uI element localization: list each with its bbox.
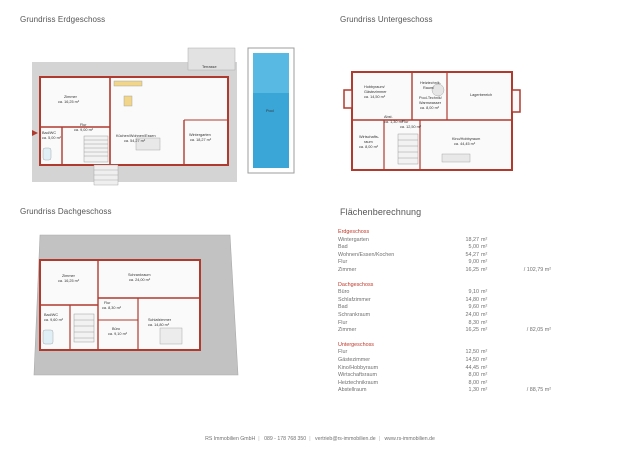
label-zimmer: Zimmer (64, 95, 77, 99)
floorplan-erdgeschoss (32, 40, 312, 190)
footer-company: RS Immobilien GmbH (205, 436, 256, 442)
floorplan-dachgeschoss (30, 230, 245, 380)
label-flur: Flur (104, 301, 111, 305)
area-row: Büro 9,10 m² (338, 289, 488, 296)
label-heiz2: Raum/ (423, 86, 435, 90)
area-row: Kino/Hobbyraum 44,45 m² (338, 364, 488, 371)
area-row: Wintergarten 18,27 m² (338, 236, 488, 243)
area-flur: ca. 9,00 m² (74, 128, 93, 132)
area-row: Bad 5,00 m² (338, 244, 488, 251)
floorplan-untergeschoss (342, 62, 542, 182)
area-row: Zimmer 16,25 m² / 102,79 m² (338, 266, 551, 273)
area-abst: ca. 1,30 m² (384, 120, 403, 124)
area-schlaf: ca. 14,80 m² (148, 323, 170, 327)
area-row: Schlafzimmer 14,80 m² (338, 296, 488, 303)
footer: RS Immobilien GmbH | 089 - 178 768 350 | vertrieb@rs-immobilien.de | www.rs-immobilien.de (205, 436, 435, 442)
label-flur: Flur (80, 123, 87, 127)
label-flur: Flur (402, 120, 409, 124)
area-row: Schrankraum 24,00 m² (338, 311, 488, 318)
label-heiz4: Warmwasser (419, 101, 442, 105)
area-group-title: Erdgeschoss (338, 229, 370, 235)
label-wirt2: raum (364, 140, 373, 144)
area-flur: ca. 8,30 m² (102, 306, 121, 310)
label-kueche: Küchen/Wohnen/Essen (116, 134, 156, 138)
area-row: Abstellraum 1,30 m² / 88,75 m² (338, 387, 551, 394)
area-bad: ca. 9,60 m² (44, 318, 63, 322)
area-row: Gästezimmer 14,50 m² (338, 356, 488, 363)
area-row: Wirtschaftsraum 8,00 m² (338, 372, 488, 379)
area-row: Bad 9,60 m² (338, 304, 488, 311)
area-flur: ca. 12,50 m² (400, 125, 422, 129)
area-zimmer: ca. 16,25 m² (58, 100, 80, 104)
area-heiz: ca. 8,00 m² (420, 106, 439, 110)
area-row: Zimmer 16,25 m² / 82,05 m² (338, 327, 551, 334)
label-heiz3: Pool-Technik/ (419, 96, 442, 100)
area-zimmer: ca. 16,25 m² (58, 279, 80, 283)
area-schrank: ca. 24,00 m² (129, 278, 151, 282)
area-group-dachgeschoss (338, 282, 638, 335)
label-pool: Pool (266, 109, 274, 113)
area-row: Flur 9,00 m² (338, 259, 488, 266)
area-wintergarten: ca. 18,27 m² (190, 138, 212, 142)
title-untergeschoss: Grundriss Untergeschoss (340, 15, 433, 24)
area-kueche: ca. 54,27 m² (124, 139, 146, 143)
label-zimmer: Zimmer (62, 274, 75, 278)
title-dachgeschoss: Grundriss Dachgeschoss (20, 207, 112, 216)
area-row: Heiztechnikraum 8,00 m² (338, 379, 488, 386)
house-outline (40, 77, 228, 165)
label-kino: Kino/Hobbyraum (452, 137, 481, 141)
label-heiz: Heiztechnik- (420, 81, 441, 85)
area-group-title: Dachgeschoss (338, 281, 374, 288)
title-flaechenberechnung: Flächenberechnung (340, 207, 422, 217)
area-row: Flur 8,30 m² (338, 319, 488, 326)
area-group-title: Untergeschoss (338, 341, 374, 348)
footer-website[interactable]: www.rs-immobilien.de (384, 436, 435, 442)
footer-email[interactable]: vertrieb@rs-immobilien.de (315, 436, 376, 442)
area-wirt: ca. 8,00 m² (359, 145, 378, 149)
area-group-untergeschoss (338, 342, 638, 395)
title-erdgeschoss: Grundriss Erdgeschoss (20, 15, 106, 24)
label-terrasse: Terrasse (202, 65, 217, 69)
footer-phone[interactable]: 089 - 178 768 350 (264, 436, 307, 442)
label-bad: Bad/WC (42, 131, 57, 135)
area-row: Wohnen/Essen/Kochen 54,27 m² (338, 251, 488, 258)
label-hobby2: Gästezimmer (364, 90, 387, 94)
area-kino: ca. 44,45 m² (454, 142, 476, 146)
area-bad: ca. 5,00 m² (42, 136, 61, 140)
label-schlaf: Schlafzimmer (148, 318, 171, 322)
label-bad: Bad/WC (44, 313, 59, 317)
area-group-erdgeschoss (338, 229, 638, 275)
label-wintergarten: Wintergarten (189, 133, 211, 137)
label-buero: Büro (112, 327, 121, 331)
area-calculation (338, 229, 638, 402)
label-wirt: Wirtschafts- (359, 135, 380, 139)
area-row: Flur 12,50 m² (338, 349, 488, 356)
area-buero: ca. 9,10 m² (108, 332, 127, 336)
area-hobby: ca. 14,50 m² (364, 95, 386, 99)
label-abst: Abst. (384, 115, 393, 119)
label-hobby: Hobbyraum/ (364, 85, 385, 89)
label-lager: Lagerbereich (470, 93, 493, 97)
label-schrank: Schrankraum (128, 273, 151, 277)
